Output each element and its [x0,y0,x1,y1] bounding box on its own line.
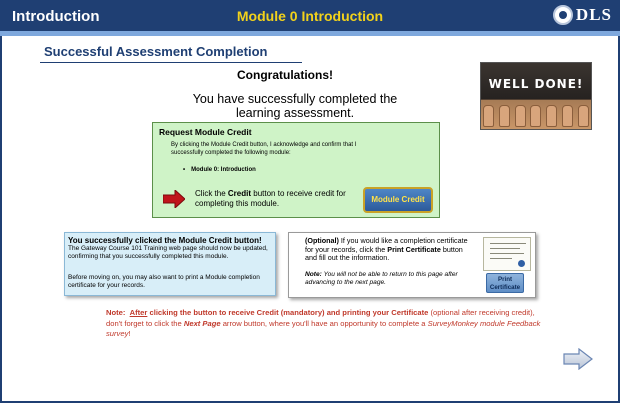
header-bar [0,0,620,36]
success-title: You successfully clicked the Module Credit button! [68,236,262,245]
success-message-panel [64,232,276,296]
thumbs-up-icon [481,105,591,127]
congrats-heading: Congratulations! [237,68,333,82]
page-title: Successful Assessment Completion [44,44,268,59]
state-seal-icon [553,5,573,25]
print-certificate-button[interactable]: Print Certificate [486,273,524,293]
title-underline [40,62,302,63]
completed-text: You have successfully completed the learning assessment. [192,92,398,120]
dls-logo [553,5,612,25]
optional-note: Note: You will not be able to return to this page after advancing to the next page. [305,271,458,286]
logo-text: DLS [575,5,612,24]
credit-instruction: Click the Credit button to receive credit for completing this module. [195,189,346,208]
success-text: The Gateway Course 101 Training web page should now be updated, confirming that you successfully completed this module. [68,245,268,260]
optional-text: (Optional) If you would like a completion certificate for your records, click the Print Certificate button and fill out the information. [305,236,468,262]
request-credit-panel [152,122,440,218]
next-page-note: Note: After clicking the button to receive Credit (mandatory) and printing your Certificate (optional after receiving credit), don't forget to click the Next Page arrow button, where you'll have an opportunity to complete a SurveyMonkey module Feedback survey! [106,308,541,338]
section-label: Introduction [12,8,100,25]
well-done-text: WELL DONE! [488,77,584,91]
certificate-thumbnail-icon [483,237,531,271]
credit-description: By clicking the Module Credit button, I acknowledge and confirm that I successfully completed the following module: [171,142,357,156]
well-done-image [480,62,592,130]
next-page-arrow-icon[interactable] [563,348,593,370]
optional-certificate-panel [288,232,536,298]
module-title: Module 0 Introduction [236,8,384,24]
success-certificate-text: Before moving on, you may also want to print a Module completion certificate for your records. [68,274,260,289]
credit-panel-title: Request Module Credit [159,127,252,137]
module-item: • Module 0: Introduction [183,167,256,173]
module-credit-button[interactable]: Module Credit [363,187,433,213]
right-arrow-icon [163,190,185,208]
